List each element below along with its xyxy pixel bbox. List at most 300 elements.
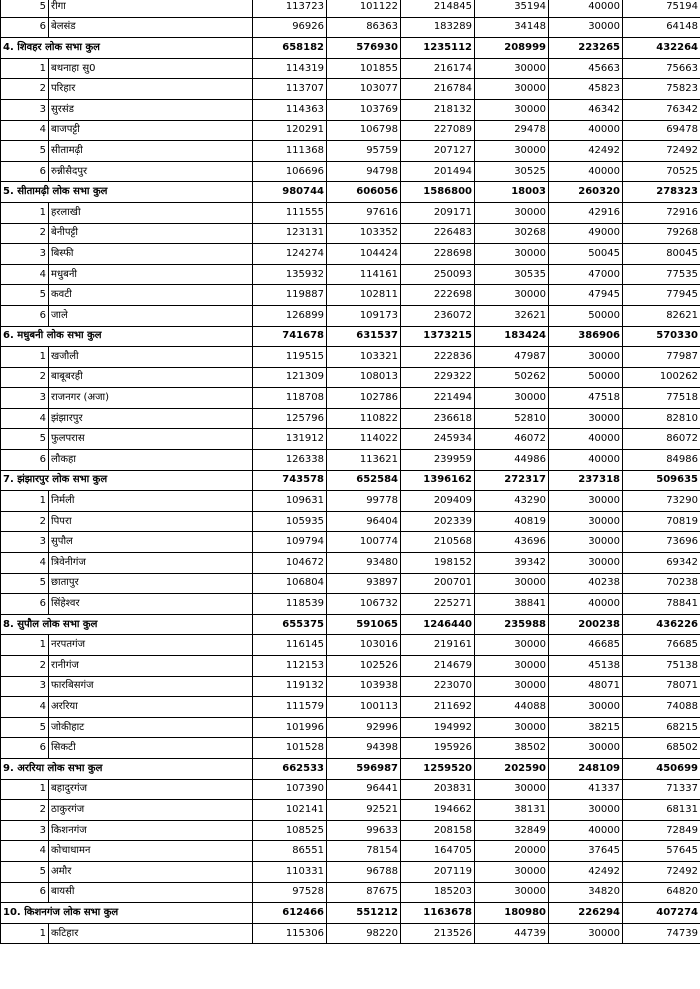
col-1-value: 107390: [253, 779, 327, 800]
col-1-value: 104672: [253, 553, 327, 574]
assembly-row: [1, 305, 700, 326]
col-1-value: 743578: [253, 470, 327, 491]
col-4-value: 30000: [475, 573, 549, 594]
col-5-value: 46342: [549, 99, 623, 120]
lok-sabha-total-row: [1, 182, 700, 203]
col-2-value: 78154: [327, 841, 401, 862]
col-3-value: 185203: [401, 882, 475, 903]
constituency-name: बेलसंड: [49, 17, 253, 38]
col-2-value: 100774: [327, 532, 401, 553]
col-6-value: 57645: [623, 841, 700, 862]
serial-number: 3: [1, 532, 49, 553]
constituency-name: फारबिसगंज: [49, 676, 253, 697]
col-2-value: 103077: [327, 79, 401, 100]
col-2-value: 94398: [327, 738, 401, 759]
col-3-value: 1246440: [401, 614, 475, 635]
constituency-name: सिकटी: [49, 738, 253, 759]
col-5-value: 30000: [549, 408, 623, 429]
col-5-value: 41337: [549, 779, 623, 800]
col-5-value: 42492: [549, 861, 623, 882]
total-label: 7. झंझारपुर लोक सभा कुल: [1, 470, 253, 491]
col-1-value: 113707: [253, 79, 327, 100]
serial-number: 2: [1, 79, 49, 100]
col-4-value: 30000: [475, 244, 549, 265]
col-3-value: 194662: [401, 800, 475, 821]
col-5-value: 30000: [549, 923, 623, 944]
serial-number: 5: [1, 141, 49, 162]
col-5-value: 46685: [549, 635, 623, 656]
col-4-value: 47987: [475, 347, 549, 368]
assembly-row: [1, 800, 700, 821]
col-4-value: 30000: [475, 656, 549, 677]
col-3-value: 216784: [401, 79, 475, 100]
serial-number: 4: [1, 264, 49, 285]
col-3-value: 221494: [401, 388, 475, 409]
col-3-value: 1163678: [401, 903, 475, 924]
col-3-value: 222836: [401, 347, 475, 368]
assembly-row: [1, 635, 700, 656]
col-2-value: 551212: [327, 903, 401, 924]
col-6-value: 77987: [623, 347, 700, 368]
col-2-value: 92996: [327, 717, 401, 738]
col-6-value: 80045: [623, 244, 700, 265]
constituency-name: जोकीहाट: [49, 717, 253, 738]
assembly-row: [1, 264, 700, 285]
constituency-name: हरलाखी: [49, 202, 253, 223]
col-3-value: 250093: [401, 264, 475, 285]
col-3-value: 236618: [401, 408, 475, 429]
lok-sabha-total-row: [1, 903, 700, 924]
col-3-value: 1259520: [401, 758, 475, 779]
col-1-value: 135932: [253, 264, 327, 285]
col-5-value: 40238: [549, 573, 623, 594]
lok-sabha-total-row: [1, 614, 700, 635]
col-4-value: 44986: [475, 450, 549, 471]
col-2-value: 96441: [327, 779, 401, 800]
col-2-value: 93897: [327, 573, 401, 594]
col-4-value: 38131: [475, 800, 549, 821]
col-6-value: 432264: [623, 38, 700, 59]
constituency-name: बहादुरगंज: [49, 779, 253, 800]
col-5-value: 260320: [549, 182, 623, 203]
col-2-value: 109173: [327, 305, 401, 326]
col-4-value: 30000: [475, 141, 549, 162]
col-2-value: 114022: [327, 429, 401, 450]
col-4-value: 52810: [475, 408, 549, 429]
col-3-value: 208158: [401, 820, 475, 841]
col-5-value: 48071: [549, 676, 623, 697]
col-3-value: 226483: [401, 223, 475, 244]
serial-number: 2: [1, 367, 49, 388]
col-2-value: 95759: [327, 141, 401, 162]
col-4-value: 30000: [475, 79, 549, 100]
col-3-value: 214845: [401, 0, 475, 17]
col-2-value: 102811: [327, 285, 401, 306]
col-4-value: 32621: [475, 305, 549, 326]
col-6-value: 84986: [623, 450, 700, 471]
col-1-value: 120291: [253, 120, 327, 141]
col-4-value: 50262: [475, 367, 549, 388]
col-4-value: 235988: [475, 614, 549, 635]
col-6-value: 72916: [623, 202, 700, 223]
col-3-value: 164705: [401, 841, 475, 862]
col-2-value: 100113: [327, 697, 401, 718]
serial-number: 2: [1, 656, 49, 677]
col-6-value: 450699: [623, 758, 700, 779]
col-2-value: 99633: [327, 820, 401, 841]
constituency-name: ठाकुरगंज: [49, 800, 253, 821]
col-1-value: 612466: [253, 903, 327, 924]
col-1-value: 105935: [253, 511, 327, 532]
col-3-value: 222698: [401, 285, 475, 306]
col-4-value: 30000: [475, 285, 549, 306]
col-3-value: 1396162: [401, 470, 475, 491]
constituency-name: खजौली: [49, 347, 253, 368]
col-4-value: 30000: [475, 635, 549, 656]
col-5-value: 30000: [549, 491, 623, 512]
col-6-value: 75194: [623, 0, 700, 17]
col-4-value: 30000: [475, 58, 549, 79]
col-5-value: 34820: [549, 882, 623, 903]
constituency-name: त्रिवेनीगंज: [49, 553, 253, 574]
col-4-value: 30268: [475, 223, 549, 244]
col-5-value: 50045: [549, 244, 623, 265]
col-1-value: 658182: [253, 38, 327, 59]
col-5-value: 200238: [549, 614, 623, 635]
col-1-value: 106696: [253, 161, 327, 182]
col-4-value: 43290: [475, 491, 549, 512]
col-2-value: 102786: [327, 388, 401, 409]
serial-number: 6: [1, 738, 49, 759]
assembly-row: [1, 779, 700, 800]
col-1-value: 112153: [253, 656, 327, 677]
col-4-value: 272317: [475, 470, 549, 491]
col-3-value: 214679: [401, 656, 475, 677]
col-2-value: 101122: [327, 0, 401, 17]
col-4-value: 30000: [475, 388, 549, 409]
col-6-value: 82810: [623, 408, 700, 429]
col-2-value: 94798: [327, 161, 401, 182]
col-6-value: 100262: [623, 367, 700, 388]
col-2-value: 106798: [327, 120, 401, 141]
col-2-value: 103352: [327, 223, 401, 244]
col-5-value: 40000: [549, 0, 623, 17]
assembly-row: [1, 450, 700, 471]
assembly-row: [1, 99, 700, 120]
col-1-value: 124274: [253, 244, 327, 265]
serial-number: 2: [1, 223, 49, 244]
col-1-value: 126338: [253, 450, 327, 471]
constituency-name: परिहार: [49, 79, 253, 100]
lok-sabha-total-row: [1, 38, 700, 59]
col-2-value: 576930: [327, 38, 401, 59]
col-1-value: 655375: [253, 614, 327, 635]
col-2-value: 98220: [327, 923, 401, 944]
serial-number: 1: [1, 202, 49, 223]
col-3-value: 245934: [401, 429, 475, 450]
serial-number: 6: [1, 882, 49, 903]
constituency-name: कवटी: [49, 285, 253, 306]
assembly-row: [1, 676, 700, 697]
col-5-value: 50000: [549, 305, 623, 326]
col-6-value: 74088: [623, 697, 700, 718]
serial-number: 5: [1, 0, 49, 17]
col-5-value: 50000: [549, 367, 623, 388]
col-2-value: 97616: [327, 202, 401, 223]
col-4-value: 32849: [475, 820, 549, 841]
assembly-row: [1, 202, 700, 223]
col-6-value: 76342: [623, 99, 700, 120]
col-2-value: 99778: [327, 491, 401, 512]
col-6-value: 64820: [623, 882, 700, 903]
col-4-value: 180980: [475, 903, 549, 924]
col-3-value: 239959: [401, 450, 475, 471]
serial-number: 1: [1, 923, 49, 944]
col-5-value: 237318: [549, 470, 623, 491]
col-1-value: 102141: [253, 800, 327, 821]
col-1-value: 110331: [253, 861, 327, 882]
assembly-row: [1, 820, 700, 841]
col-6-value: 78841: [623, 594, 700, 615]
col-4-value: 30535: [475, 264, 549, 285]
col-6-value: 73290: [623, 491, 700, 512]
col-2-value: 113621: [327, 450, 401, 471]
serial-number: 6: [1, 17, 49, 38]
serial-number: 3: [1, 244, 49, 265]
col-2-value: 92521: [327, 800, 401, 821]
col-5-value: 40000: [549, 450, 623, 471]
col-5-value: 30000: [549, 511, 623, 532]
col-6-value: 509635: [623, 470, 700, 491]
constituency-name: रुन्नीसैदपुर: [49, 161, 253, 182]
col-5-value: 248109: [549, 758, 623, 779]
col-6-value: 77518: [623, 388, 700, 409]
col-4-value: 29478: [475, 120, 549, 141]
col-3-value: 198152: [401, 553, 475, 574]
col-3-value: 209409: [401, 491, 475, 512]
col-4-value: 20000: [475, 841, 549, 862]
assembly-row: [1, 717, 700, 738]
col-1-value: 109631: [253, 491, 327, 512]
col-3-value: 1586800: [401, 182, 475, 203]
col-3-value: 223070: [401, 676, 475, 697]
col-1-value: 123131: [253, 223, 327, 244]
col-5-value: 30000: [549, 800, 623, 821]
constituency-name: बिस्फी: [49, 244, 253, 265]
col-6-value: 73696: [623, 532, 700, 553]
col-3-value: 236072: [401, 305, 475, 326]
col-5-value: 30000: [549, 532, 623, 553]
assembly-row: [1, 0, 700, 17]
col-1-value: 96926: [253, 17, 327, 38]
col-4-value: 46072: [475, 429, 549, 450]
col-6-value: 74739: [623, 923, 700, 944]
total-label: 4. शिवहर लोक सभा कुल: [1, 38, 253, 59]
col-6-value: 82621: [623, 305, 700, 326]
col-1-value: 118539: [253, 594, 327, 615]
constituency-name: लौकहा: [49, 450, 253, 471]
col-1-value: 116145: [253, 635, 327, 656]
col-6-value: 70525: [623, 161, 700, 182]
col-5-value: 42916: [549, 202, 623, 223]
col-3-value: 210568: [401, 532, 475, 553]
col-1-value: 101996: [253, 717, 327, 738]
assembly-row: [1, 553, 700, 574]
col-4-value: 44088: [475, 697, 549, 718]
col-1-value: 121309: [253, 367, 327, 388]
col-4-value: 183424: [475, 326, 549, 347]
col-1-value: 980744: [253, 182, 327, 203]
serial-number: 3: [1, 820, 49, 841]
constituency-name: अररिया: [49, 697, 253, 718]
total-label: 5. सीतामढ़ी लोक सभा कुल: [1, 182, 253, 203]
constituency-name: सुरसंड: [49, 99, 253, 120]
constituency-name: सिंहेश्वर: [49, 594, 253, 615]
col-4-value: 30000: [475, 779, 549, 800]
col-2-value: 86363: [327, 17, 401, 38]
col-1-value: 113723: [253, 0, 327, 17]
col-6-value: 76685: [623, 635, 700, 656]
col-4-value: 30000: [475, 676, 549, 697]
col-5-value: 226294: [549, 903, 623, 924]
col-5-value: 47945: [549, 285, 623, 306]
col-6-value: 70238: [623, 573, 700, 594]
col-6-value: 77945: [623, 285, 700, 306]
assembly-row: [1, 17, 700, 38]
serial-number: 5: [1, 717, 49, 738]
assembly-row: [1, 79, 700, 100]
col-3-value: 211692: [401, 697, 475, 718]
col-3-value: 194992: [401, 717, 475, 738]
col-4-value: 44739: [475, 923, 549, 944]
col-6-value: 407274: [623, 903, 700, 924]
constituency-name: फुलपरास: [49, 429, 253, 450]
serial-number: 4: [1, 841, 49, 862]
serial-number: 1: [1, 779, 49, 800]
col-6-value: 69478: [623, 120, 700, 141]
col-4-value: 208999: [475, 38, 549, 59]
assembly-row: [1, 511, 700, 532]
col-5-value: 30000: [549, 347, 623, 368]
col-2-value: 110822: [327, 408, 401, 429]
col-1-value: 111368: [253, 141, 327, 162]
col-3-value: 228698: [401, 244, 475, 265]
col-3-value: 201494: [401, 161, 475, 182]
col-2-value: 104424: [327, 244, 401, 265]
col-5-value: 40000: [549, 429, 623, 450]
col-6-value: 77535: [623, 264, 700, 285]
assembly-row: [1, 697, 700, 718]
serial-number: 3: [1, 99, 49, 120]
col-5-value: 47000: [549, 264, 623, 285]
col-2-value: 652584: [327, 470, 401, 491]
col-2-value: 103938: [327, 676, 401, 697]
constituency-name: किशनगंज: [49, 820, 253, 841]
col-5-value: 45663: [549, 58, 623, 79]
col-1-value: 114319: [253, 58, 327, 79]
assembly-row: [1, 244, 700, 265]
constituency-name: सीतामढ़ी: [49, 141, 253, 162]
assembly-row: [1, 141, 700, 162]
constituency-name: सुपौल: [49, 532, 253, 553]
col-3-value: 195926: [401, 738, 475, 759]
col-6-value: 64148: [623, 17, 700, 38]
serial-number: 1: [1, 635, 49, 656]
col-6-value: 72492: [623, 141, 700, 162]
col-1-value: 118708: [253, 388, 327, 409]
total-label: 6. मधुबनी लोक सभा कुल: [1, 326, 253, 347]
col-4-value: 30525: [475, 161, 549, 182]
serial-number: 1: [1, 347, 49, 368]
col-4-value: 39342: [475, 553, 549, 574]
constituency-name: बथनाहा सु0: [49, 58, 253, 79]
serial-number: 3: [1, 388, 49, 409]
col-6-value: 75663: [623, 58, 700, 79]
col-6-value: 71337: [623, 779, 700, 800]
serial-number: 4: [1, 408, 49, 429]
assembly-row: [1, 120, 700, 141]
col-1-value: 111579: [253, 697, 327, 718]
col-5-value: 47518: [549, 388, 623, 409]
col-3-value: 1235112: [401, 38, 475, 59]
col-5-value: 386906: [549, 326, 623, 347]
assembly-row: [1, 58, 700, 79]
col-1-value: 86551: [253, 841, 327, 862]
col-5-value: 37645: [549, 841, 623, 862]
serial-number: 1: [1, 58, 49, 79]
assembly-row: [1, 861, 700, 882]
col-4-value: 38502: [475, 738, 549, 759]
col-5-value: 30000: [549, 17, 623, 38]
col-4-value: 30000: [475, 99, 549, 120]
assembly-row: [1, 223, 700, 244]
serial-number: 6: [1, 161, 49, 182]
serial-number: 3: [1, 676, 49, 697]
serial-number: 2: [1, 800, 49, 821]
serial-number: 4: [1, 120, 49, 141]
col-2-value: 96788: [327, 861, 401, 882]
serial-number: 5: [1, 285, 49, 306]
assembly-row: [1, 347, 700, 368]
col-3-value: 183289: [401, 17, 475, 38]
col-6-value: 79268: [623, 223, 700, 244]
col-1-value: 741678: [253, 326, 327, 347]
col-4-value: 18003: [475, 182, 549, 203]
col-2-value: 114161: [327, 264, 401, 285]
col-5-value: 40000: [549, 594, 623, 615]
col-1-value: 101528: [253, 738, 327, 759]
col-2-value: 596987: [327, 758, 401, 779]
serial-number: 4: [1, 553, 49, 574]
assembly-row: [1, 841, 700, 862]
col-3-value: 216174: [401, 58, 475, 79]
col-6-value: 78071: [623, 676, 700, 697]
col-2-value: 101855: [327, 58, 401, 79]
constituency-name: कटिहार: [49, 923, 253, 944]
col-5-value: 40000: [549, 120, 623, 141]
col-6-value: 68131: [623, 800, 700, 821]
col-3-value: 227089: [401, 120, 475, 141]
col-2-value: 103769: [327, 99, 401, 120]
assembly-row: [1, 882, 700, 903]
col-1-value: 97528: [253, 882, 327, 903]
col-4-value: 40819: [475, 511, 549, 532]
col-6-value: 436226: [623, 614, 700, 635]
col-2-value: 606056: [327, 182, 401, 203]
col-6-value: 72849: [623, 820, 700, 841]
col-5-value: 45138: [549, 656, 623, 677]
col-5-value: 30000: [549, 697, 623, 718]
